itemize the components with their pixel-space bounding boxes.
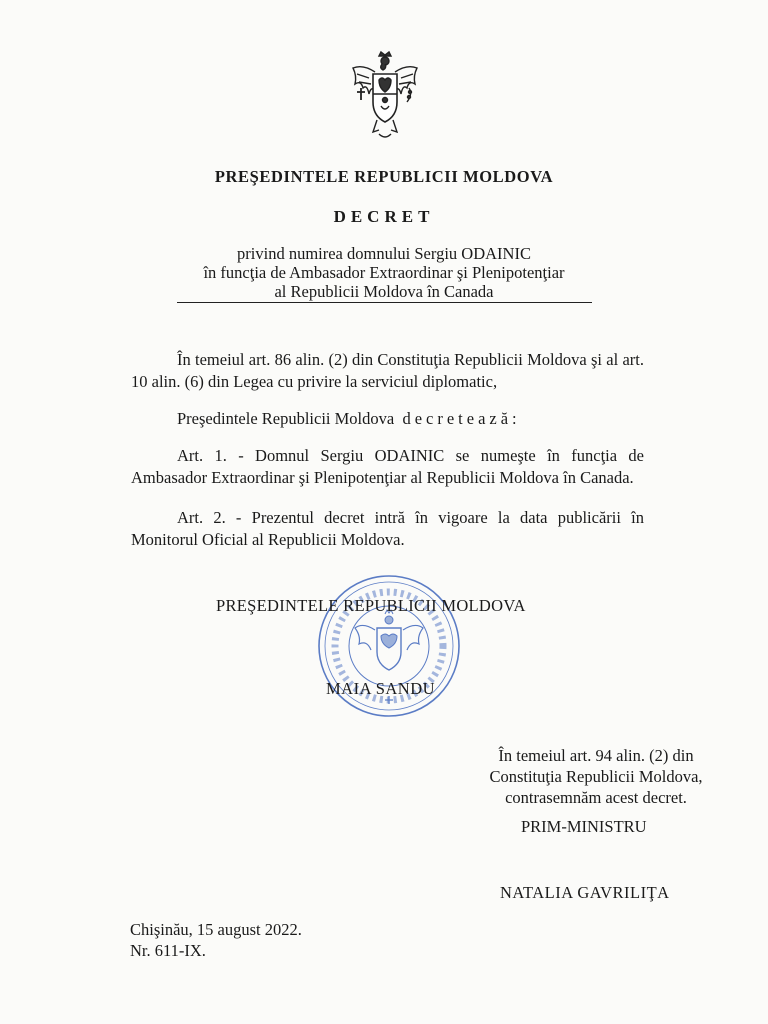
preamble-paragraph: În temeiul art. 86 alin. (2) din Constituţia Republicii Moldova şi al art. 10 alin. (6) din Legea cu privire la serviciul diplomatic,: [131, 350, 644, 391]
subject-line-1: privind numirea domnului Sergiu ODAINIC: [237, 244, 531, 263]
article-1: Art. 1. - Domnul Sergiu ODAINIC se numeşte în funcţia de Ambasador Extraordinar şi Plenipotenţiar al Republicii Moldova în Canada.: [131, 446, 644, 487]
decree-verb: decretează:: [402, 409, 521, 428]
decree-subject: [0, 244, 768, 301]
decree-number: Nr. 611-IX.: [130, 941, 206, 960]
countersign-block: [466, 745, 726, 808]
countersign-line-1: În temeiul art. 94 alin. (2) din: [498, 746, 694, 765]
article-2: Art. 2. - Prezentul decret intră în vigoare la data publicării în Monitorul Oficial al Republicii Moldova.: [131, 508, 644, 549]
decree-intro-text: Preşedintele Republicii Moldova: [177, 409, 395, 428]
prime-minister-title: PRIM-MINISTRU: [521, 817, 647, 836]
issuer-heading: PREŞEDINTELE REPUBLICII MOLDOVA: [214, 167, 554, 186]
countersign-line-3: contrasemnăm acest decret.: [505, 788, 687, 807]
document-type: DECRET: [333, 207, 435, 226]
decree-intro-paragraph: [131, 408, 644, 430]
place-date: Chişinău, 15 august 2022.: [130, 920, 302, 939]
coat-of-arms-icon: [349, 50, 421, 142]
subject-line-3: al Republicii Moldova în Canada: [274, 282, 494, 301]
prime-minister-name: NATALIA GAVRILIŢA: [500, 883, 670, 902]
title-underline: [177, 302, 592, 303]
place-date-block: [130, 919, 302, 961]
president-signature-name: MAIA SANDU: [326, 679, 436, 698]
president-signature-title: PREŞEDINTELE REPUBLICII MOLDOVA: [216, 596, 526, 615]
subject-line-2: în funcţia de Ambasador Extraordinar şi Plenipotenţiar: [203, 263, 565, 282]
countersign-line-2: Constituţia Republicii Moldova,: [489, 767, 703, 786]
